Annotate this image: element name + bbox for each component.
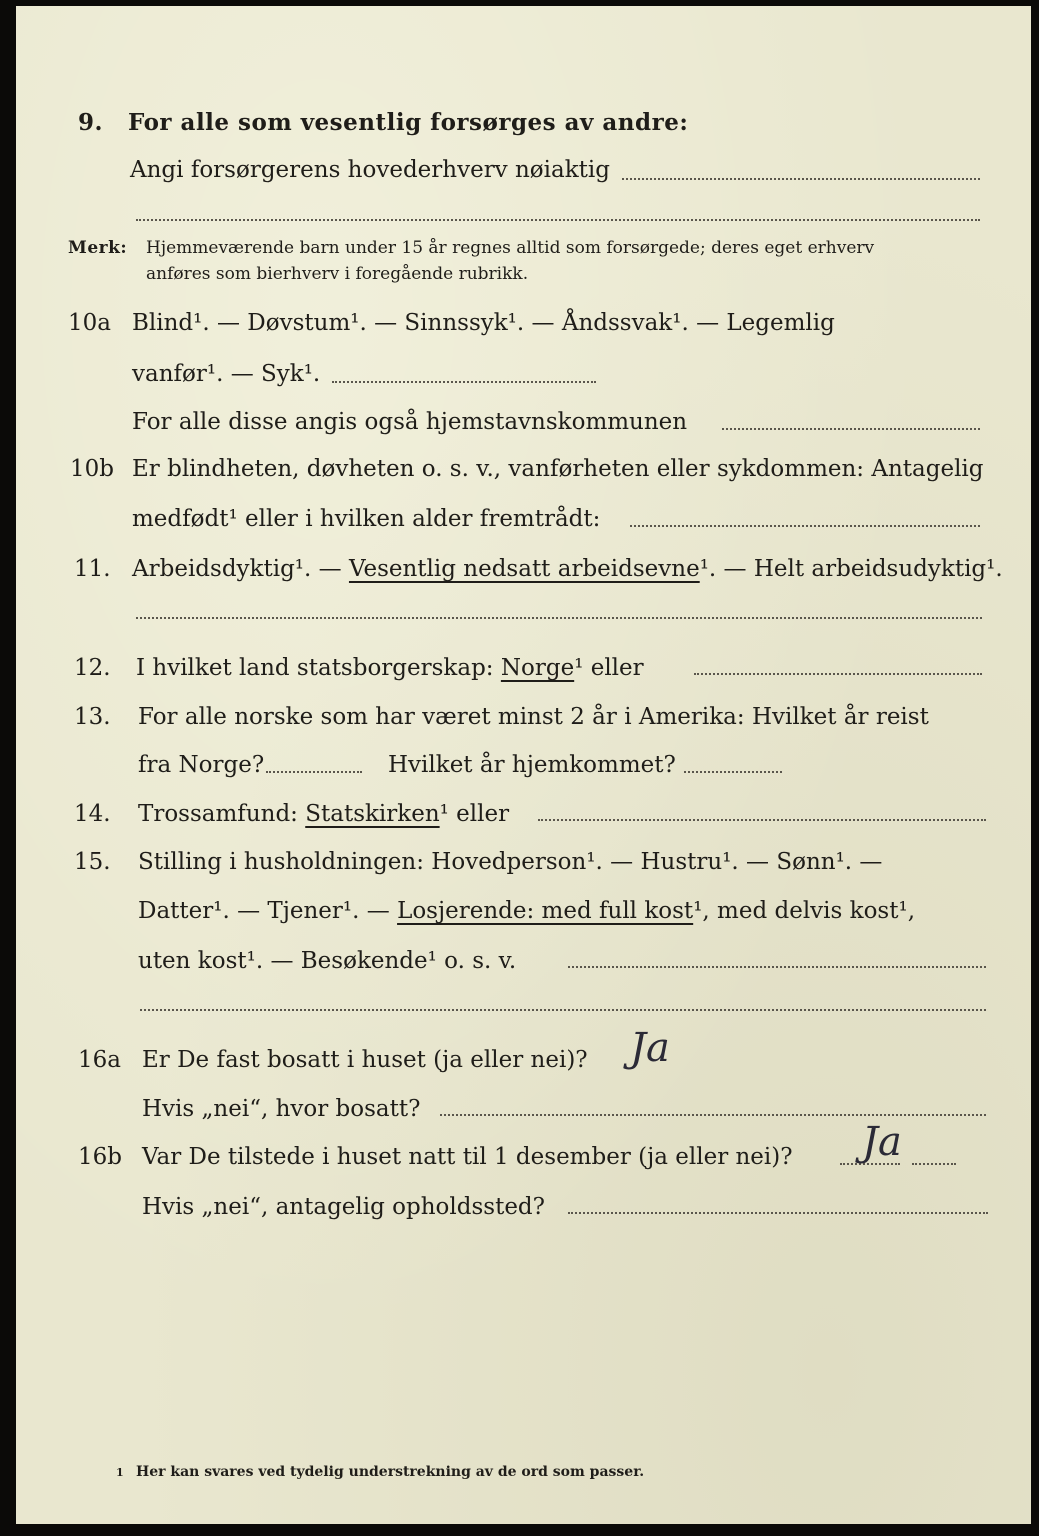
q15-line2 — [138, 900, 915, 923]
q11-post: ¹. — Helt arbeidsudyktig¹. — [699, 556, 1003, 582]
q15-line1: Stilling i husholdningen: Hovedperson¹. — Hustru¹. — Sønn¹. — — [138, 849, 883, 875]
q10a-hjemstavn-answer-line[interactable] — [722, 428, 980, 430]
q16a-line2: Hvis „nei“, hvor bosatt? — [142, 1096, 421, 1122]
q13-line1: For alle norske som har været minst 2 år i Amerika: Hvilket år reist — [138, 704, 929, 730]
q14-number: 14. — [74, 801, 111, 827]
q15-answer-line-2[interactable] — [140, 1009, 986, 1011]
q15-number: 15. — [74, 849, 111, 875]
q9-number: 9. — [78, 109, 104, 136]
q16b-handwritten-answer[interactable]: Ja — [862, 1119, 902, 1165]
q15-answer-line[interactable] — [568, 966, 986, 968]
q14-pre: Trossamfund: — [138, 801, 306, 827]
q14-text — [138, 803, 509, 826]
q16a-line1: Er De fast bosatt i huset (ja eller nei)? — [142, 1047, 588, 1073]
q10a-line2: vanfør¹. — Syk¹. — [132, 361, 321, 387]
q13-hjemkommet-answer-line[interactable] — [684, 771, 782, 773]
q10a-number: 10a — [68, 310, 111, 336]
census-form-page — [16, 6, 1031, 1524]
q15-line3: uten kost¹. — Besøkende¹ o. s. v. — [138, 948, 517, 974]
q16b-number: 16b — [78, 1144, 122, 1170]
q10b-answer-line[interactable] — [630, 525, 980, 527]
q15-line2a: Datter¹. — Tjener¹. — — [138, 898, 398, 924]
q10b-line2: medfødt¹ eller i hvilken alder fremtrådt: — [132, 506, 601, 532]
q16b-line1: Var De tilstede i huset natt til 1 desember (ja eller nei)? — [142, 1144, 793, 1170]
q14-post: ¹ eller — [439, 801, 510, 827]
q12-text — [136, 657, 644, 680]
q13-line2a: fra Norge? — [138, 752, 265, 778]
q11-pre: Arbeidsdyktig¹. — — [132, 556, 349, 582]
q11-underlined-option[interactable]: Vesentlig nedsatt arbeidsevne — [348, 556, 700, 582]
q13-reist-answer-line[interactable] — [266, 771, 362, 773]
q16b-answer-line[interactable] — [568, 1212, 988, 1214]
q15-line2b: ¹, med delvis kost¹, — [693, 898, 916, 924]
q16b-line2: Hvis „nei“, antagelig opholdssted? — [142, 1194, 545, 1220]
q11-answer-line[interactable] — [136, 617, 982, 619]
q13-number: 13. — [74, 704, 111, 730]
q12-underlined-option[interactable]: Norge — [500, 655, 575, 681]
q9-answer-line[interactable] — [622, 178, 980, 180]
q11-number: 11. — [74, 556, 111, 582]
q12-post: ¹ eller — [574, 655, 644, 681]
q12-number: 12. — [74, 655, 111, 681]
q13-line2b: Hvilket år hjemkommet? — [388, 752, 676, 778]
q15-underlined-option[interactable]: Losjerende: med full kost — [397, 898, 694, 924]
q10a-syk-answer-line[interactable] — [332, 381, 596, 383]
q9-text-line2: Angi forsørgerens hovederhverv nøiaktig — [130, 157, 610, 183]
q11-text — [132, 558, 1003, 581]
q10b-line1: Er blindheten, døvheten o. s. v., vanførheten eller sykdommen: Antagelig — [132, 456, 984, 482]
q16a-answer-line[interactable] — [440, 1114, 986, 1116]
q12-answer-line[interactable] — [694, 673, 982, 675]
footnote-marker: 1 — [116, 1466, 124, 1479]
q10a-line1: Blind¹. — Døvstum¹. — Sinnssyk¹. — Åndssvak¹. — Legemlig — [132, 310, 835, 336]
q16a-handwritten-answer[interactable]: Ja — [630, 1025, 670, 1071]
merk-line1: Hjemmeværende barn under 15 år regnes alltid som forsørgede; deres eget erhverv — [146, 238, 875, 258]
q10b-number: 10b — [70, 456, 114, 482]
merk-line2: anføres som bierhverv i foregående rubrikk. — [146, 264, 529, 284]
q12-pre: I hvilket land statsborgerskap: — [136, 655, 501, 681]
q14-answer-line[interactable] — [538, 819, 986, 821]
q10a-line3: For alle disse angis også hjemstavnskommunen — [132, 409, 688, 435]
footnote-text: Her kan svares ved tydelig understrekning av de ord som passer. — [136, 1464, 645, 1480]
merk-label: Merk: — [68, 238, 128, 258]
q14-underlined-option[interactable]: Statskirken — [305, 801, 440, 827]
q16a-number: 16a — [78, 1047, 121, 1073]
q9-answer-line-2[interactable] — [136, 219, 980, 221]
q16b-post-answer-line[interactable] — [912, 1163, 956, 1165]
q9-text-line1: For alle som vesentlig forsørges av andre: — [128, 109, 689, 136]
